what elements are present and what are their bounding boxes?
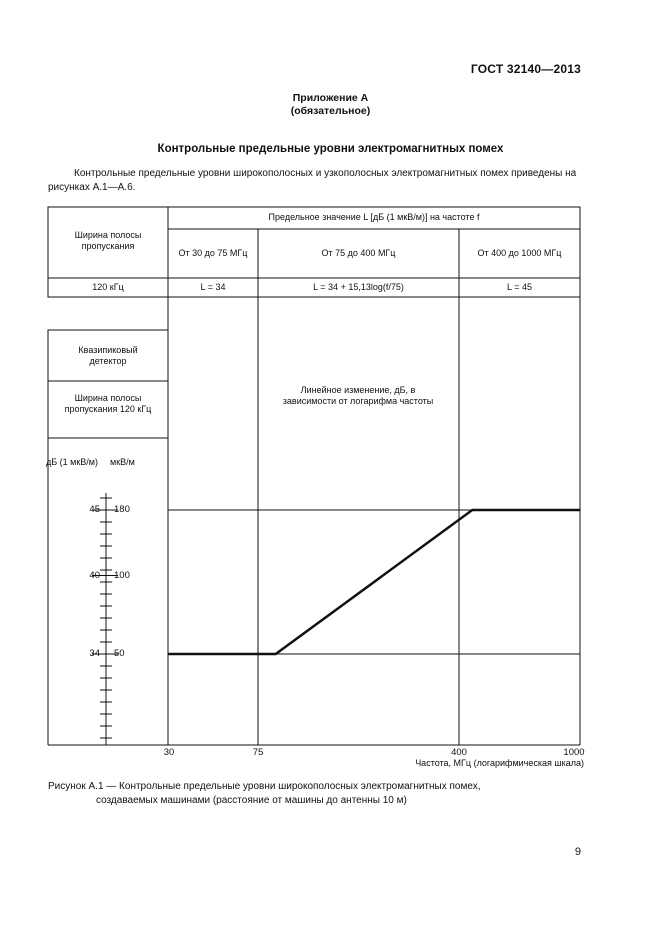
bandwidth-header: Ширина полосы пропускания: [74, 230, 142, 251]
ytick-db-45: 45: [89, 504, 100, 515]
section-title: Контрольные предельные уровни электромагнитных помех: [157, 143, 504, 155]
ytick-db-34: 34: [89, 648, 100, 659]
limit-header: Предельное значение L [дБ (1 мкВ/м)] на частоте f: [268, 212, 480, 222]
xtick-30: 30: [163, 747, 175, 758]
intro-paragraph: Контрольные предельные уровни широкополосных и узкополосных электромагнитных помех приведены на рисунках А.1—А.6.: [48, 168, 577, 193]
ytick-uv-100: 100: [114, 570, 130, 581]
appendix-title: Приложение А: [292, 92, 369, 104]
caption-line-1: Рисунок А.1 — Контрольные предельные уровни широкополосных электромагнитных помех,: [48, 781, 481, 792]
bandwidth-value: 120 кГц: [92, 282, 124, 292]
y-units-db: дБ (1 мкВ/м): [46, 457, 98, 467]
range-75-400: От 75 до 400 МГц: [321, 248, 396, 258]
appendix-note: (обязательное): [290, 105, 371, 117]
ytick-uv-50: 50: [114, 648, 125, 659]
xtick-400: 400: [451, 747, 467, 758]
formula-30-75: L = 34: [200, 282, 226, 292]
page-number: 9: [574, 846, 581, 858]
figure-caption: [48, 780, 608, 808]
limit-line: [168, 510, 580, 654]
document-header: ГОСТ 32140—2013: [470, 62, 581, 76]
formula-400-1000: L = 45: [507, 282, 532, 292]
ytick-db-40: 40: [89, 570, 100, 581]
detector-label: Квазипиковый детектор: [78, 345, 138, 366]
caption-line-2: создаваемых машинами (расстояние от машины до антенны 10 м): [96, 795, 407, 806]
xtick-1000: 1000: [563, 747, 585, 758]
y-axis-ticks: [92, 498, 118, 738]
x-axis-label: Частота, МГц (логарифмическая шкала): [415, 758, 584, 768]
range-30-75: От 30 до 75 МГц: [178, 248, 248, 258]
bandwidth-label-2: Ширина полосы пропускания 120 кГц: [64, 393, 152, 414]
xtick-75: 75: [252, 747, 264, 758]
ytick-uv-180: 180: [114, 504, 130, 515]
range-400-1000: От 400 до 1000 МГц: [477, 248, 562, 258]
formula-75-400: L = 34 + 15,13log(f/75): [313, 282, 404, 292]
chart-annotation: Линейное изменение, дБ, в зависимости от логарифма частоты: [282, 385, 434, 406]
y-units-uv: мкВ/м: [110, 457, 135, 467]
